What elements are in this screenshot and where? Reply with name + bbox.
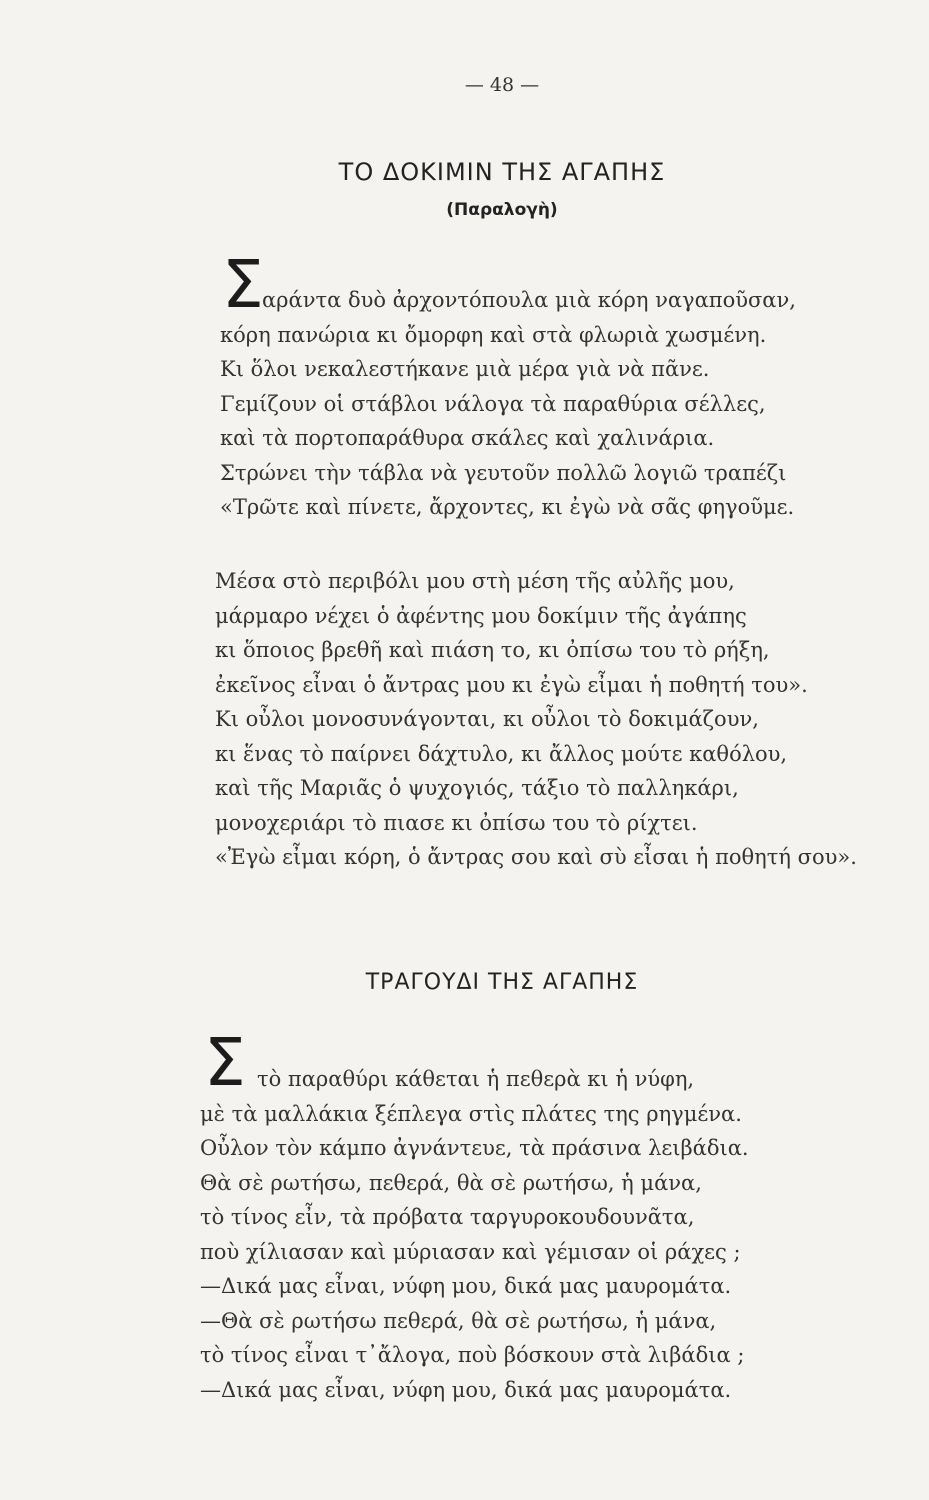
poem-subtitle: (Παραλογὴ)	[446, 200, 558, 220]
stanza	[215, 564, 857, 875]
verse-line: κι ἕνας τὸ παίρνει δάχτυλο, κι ἄλλος μούτε καθόλου,	[215, 741, 788, 766]
verse-line: μάρμαρο νέχει ὁ ἀφέντης μου δοκίμιν τῆς ἀγάπης	[215, 603, 747, 628]
verse-line: Θὰ σὲ ρωτήσω, πεθερά, θὰ σὲ ρωτήσω, ἡ μάνα,	[200, 1170, 702, 1195]
verse-line: ποὺ χίλιασαν καὶ μύριασαν καὶ γέμισαν οἱ ράχες ;	[200, 1239, 741, 1264]
page-number: — 48 —	[464, 74, 540, 96]
verse-line: Κι οὖλοι μονοσυνάγονται, κι οὖλοι τὸ δοκιμάζουν,	[215, 707, 759, 731]
verse-line: «Ἐγὼ εἶμαι κόρη, ὁ ἄντρας σου καὶ σὺ εἶσαι ἡ ποθητή σου».	[215, 845, 857, 869]
verse-line: «Τρῶτε καὶ πίνετε, ἄρχοντες, κι ἐγὼ νὰ σᾶς φηγοῦμε.	[220, 495, 795, 519]
stanza	[220, 283, 796, 525]
drop-cap: Σ	[204, 1024, 246, 1101]
stanza	[200, 1062, 749, 1407]
verse-line: τὸ τίνος εἶν, τὰ πρόβατα ταργυροκουδουνᾶτα,	[200, 1205, 695, 1229]
verse-line: Οὖλον τὸν κάμπο ἀγνάντευε, τὰ πράσινα λειβάδια.	[200, 1136, 749, 1160]
verse-line: μὲ τὰ μαλλάκια ξέπλεγα στὶς πλάτες της ρηγμένα.	[200, 1101, 742, 1126]
verse-line: —Δικά μας εἶναι, νύφη μου, δικά μας μαυρομάτα.	[200, 1274, 732, 1298]
poem-title: ΤΟ ΔΟΚΙΜΙΝ ΤΗΣ ΑΓΑΠΗΣ	[338, 158, 666, 186]
verse-line: Μέσα στὸ περιβόλι μου στὴ μέση τῆς αὐλῆς μου,	[215, 569, 735, 593]
verse-line: αράντα δυὸ ἀρχοντόπουλα μιὰ κόρη ναγαποῦσαν,	[262, 288, 796, 312]
poem-title: ΤΡΑΓΟΥΔΙ ΤΗΣ ΑΓΑΠΗΣ	[365, 970, 639, 995]
verse-line: ἐκεῖνος εἶναι ὁ ἄντρας μου κι ἐγὼ εἶμαι ἡ ποθητή του».	[215, 672, 808, 697]
verse-line: Στρώνει τὴν τάβλα νὰ γευτοῦν πολλῶ λογιῶ τραπέζι	[220, 460, 787, 485]
verse-line: —Δικά μας εἶναι, νύφη μου, δικά μας μαυρομάτα.	[200, 1377, 732, 1402]
verse-line: τὸ τίνος εἶναι τ᾽ἄλογα, ποὺ βόσκουν στὰ λιβάδια ;	[200, 1343, 745, 1367]
verse-line: Κι ὅλοι νεκαλεστήκανε μιὰ μέρα γιὰ νὰ πᾶνε.	[220, 357, 710, 381]
verse-line: μονοχεριάρι τὸ πιασε κι ὀπίσω του τὸ ρίχτει.	[215, 810, 698, 835]
verse-line: κόρη πανώρια κι ὄμορφη καὶ στὰ φλωριὰ χωσμένη.	[220, 322, 767, 347]
verse-line: καὶ τὰ πορτοπαράθυρα σκάλες καὶ χαλινάρια.	[220, 426, 715, 450]
verse-line: κι ὅποιος βρεθῆ καὶ πιάση το, κι ὀπίσω του τὸ ρήξη,	[215, 638, 770, 662]
verse-line: —Θὰ σὲ ρωτήσω πεθερά, θὰ σὲ ρωτήσω, ἡ μάνα,	[200, 1308, 717, 1333]
verse-line: καὶ τῆς Μαριᾶς ὁ ψυχογιός, τάξιο τὸ παλληκάρι,	[215, 776, 739, 800]
drop-cap: Σ	[222, 246, 264, 323]
verse-line: Γεμίζουν οἱ στάβλοι νάλογα τὰ παραθύρια σέλλες,	[220, 391, 766, 416]
verse-line: τὸ παραθύρι κάθεται ἡ πεθερὰ κι ἡ νύφη,	[257, 1067, 695, 1091]
